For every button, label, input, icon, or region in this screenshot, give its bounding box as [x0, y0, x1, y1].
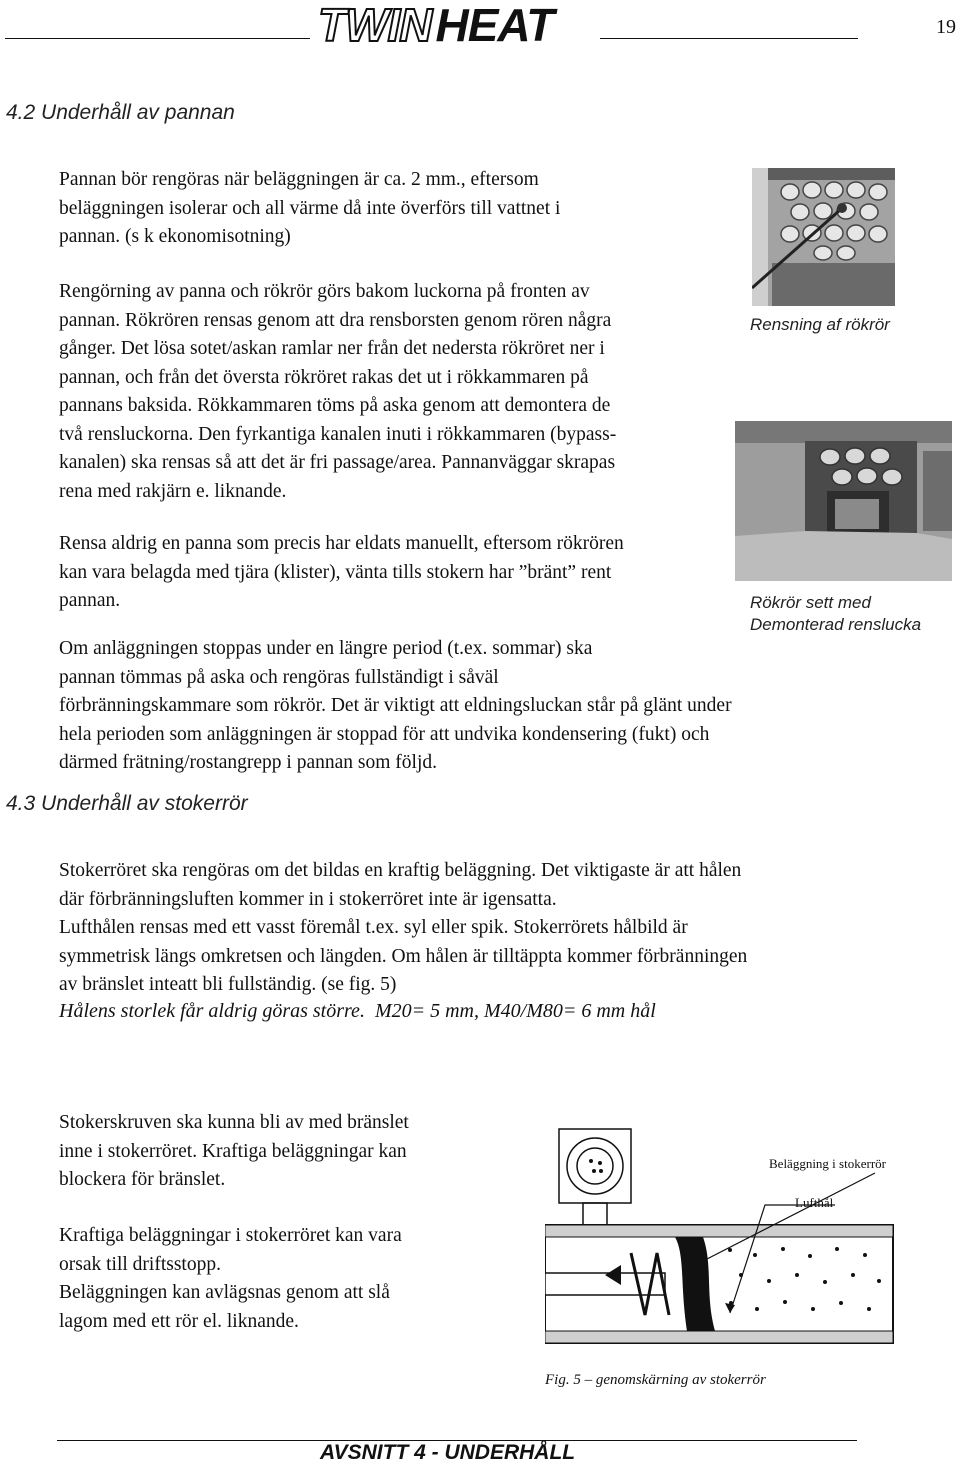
- text-line: gånger. Det lösa sotet/askan ramlar ner från det nedersta rökröret ner i: [59, 338, 605, 359]
- text-line: pannan. Rökrören rensas genom att dra rensborsten genom rören några: [59, 309, 612, 331]
- figure-5-caption: Fig. 5 – genomskärning av stokerrör: [545, 1372, 766, 1388]
- text-line: orsak till driftsstopp.: [59, 1253, 221, 1275]
- text-line: pannans baksida. Rökkammaren töms på aska genom att demontera de: [59, 395, 611, 416]
- text-line: kanalen) ska rensas så att det är fri passage/area. Pannanväggar skrapas: [59, 452, 616, 473]
- text-line: symmetrisk längs omkretsen och längden. Om hålen är tilltäppta kommer förbränningen: [59, 945, 748, 967]
- text-line: där förbränningsluften kommer in i stokerröret inte är igensatta.: [59, 888, 557, 910]
- text-line: inne i stokerröret. Kraftiga beläggningar kan: [59, 1140, 407, 1162]
- text-line: av bränslet inteatt bli fullständig. (se fig. 5): [59, 974, 397, 995]
- paragraph-long-stop: [59, 635, 859, 778]
- photo2-caption: [750, 592, 921, 636]
- paragraph-stoppage: [59, 1222, 499, 1336]
- section-heading-4-2: 4.2 Underhåll av pannan: [6, 101, 235, 124]
- text-line: Kraftiga beläggningar i stokerröret kan vara: [59, 1225, 402, 1246]
- text-line: pannan tömmas på aska och rengöras fullständigt i såväl: [59, 666, 499, 688]
- text-line: kan vara belagda med tjära (klister), vänta tills stokern har ”bränt” rent: [59, 561, 612, 583]
- text-line: hela perioden som anläggningen är stoppad för att undvika kondensering (fukt) och: [59, 723, 710, 745]
- text-line: pannan, och från det översta rökröret rakas det ut i rökkammaren på: [59, 366, 589, 388]
- text-line: Rengörning av panna och rökrör görs bakom luckorna på fronten av: [59, 281, 590, 302]
- photo-removed-hatch: [735, 421, 952, 581]
- text-line: Rensa aldrig en panna som precis har eldats manuellt, eftersom rökrören: [59, 533, 624, 554]
- text-line: Pannan bör rengöras när beläggningen är ca. 2 mm., eftersom: [59, 169, 539, 190]
- header-rule-right: [600, 38, 858, 39]
- text-line: därmed frätning/rostangrepp i pannan som följd.: [59, 752, 437, 773]
- text-line: pannan. (s k ekonomisotning): [59, 226, 291, 247]
- text-line: lagom med ett rör el. liknande.: [59, 1310, 299, 1332]
- label-coating-in-tube: Beläggning i stokerrör: [769, 1156, 886, 1171]
- photo1-caption: Rensning af rökrör: [750, 315, 890, 334]
- paragraph-stoker-tube-cleaning: [59, 857, 879, 1000]
- text-line: rena med rakjärn e. liknande.: [59, 480, 287, 502]
- photo-flue-cleaning: [752, 168, 895, 306]
- hatch-illustration: [735, 421, 952, 581]
- section-heading-4-3: 4.3 Underhåll av stokerrör: [6, 792, 248, 815]
- text-line: Om anläggningen stoppas under en längre period (t.ex. sommar) ska: [59, 638, 593, 659]
- text-line: två rensluckorna. Den fyrkantiga kanalen inuti i rökkammaren (bypass-: [59, 423, 617, 445]
- text-line: Stokerröret ska rengöras om det bildas en kraftig beläggning. Det viktigaste är att hålen: [59, 860, 742, 881]
- text-line: Beläggningen kan avlägsnas genom att slå: [59, 1282, 390, 1303]
- text-line: Stokerskruven ska kunna bli av med bränslet: [59, 1112, 409, 1133]
- text-line: pannan.: [59, 590, 121, 611]
- twin-heat-logo: [318, 0, 593, 51]
- paragraph-stoker-screw: [59, 1109, 499, 1195]
- logo-heat: HEAT: [435, 0, 554, 51]
- footer-section-title: AVSNITT 4 - UNDERHÅLL: [320, 1441, 576, 1464]
- text-line: förbränningskammare som rökrör. Det är viktigt att eldningsluckan står på glänt under: [59, 695, 732, 716]
- paragraph-cleaning-procedure: [59, 278, 739, 506]
- text-line: beläggningen isolerar och all värme då inte överförs till vattnet i: [59, 197, 561, 219]
- paragraph-cleaning-interval: [59, 166, 719, 252]
- header-rule-left: [5, 38, 310, 39]
- hole-size-note: Hålens storlek får aldrig göras större. M20= 5 mm, M40/M80= 6 mm hål: [59, 1000, 656, 1022]
- label-air-hole: Lufthål: [795, 1195, 834, 1210]
- logo-twin: TWIN: [318, 0, 432, 51]
- text-line: Lufthålen rensas med ett vasst föremål t.ex. syl eller spik. Stokerrörets hålbild är: [59, 917, 688, 938]
- photo2-caption-line2: Demonterad renslucka: [750, 615, 922, 634]
- text-line: blockera för bränslet.: [59, 1169, 226, 1190]
- page-number: 19: [936, 16, 956, 38]
- photo2-caption-line1: Rökrör sett med: [750, 593, 871, 612]
- paragraph-tar-warning: [59, 530, 739, 616]
- flue-pipes-illustration: [752, 168, 895, 306]
